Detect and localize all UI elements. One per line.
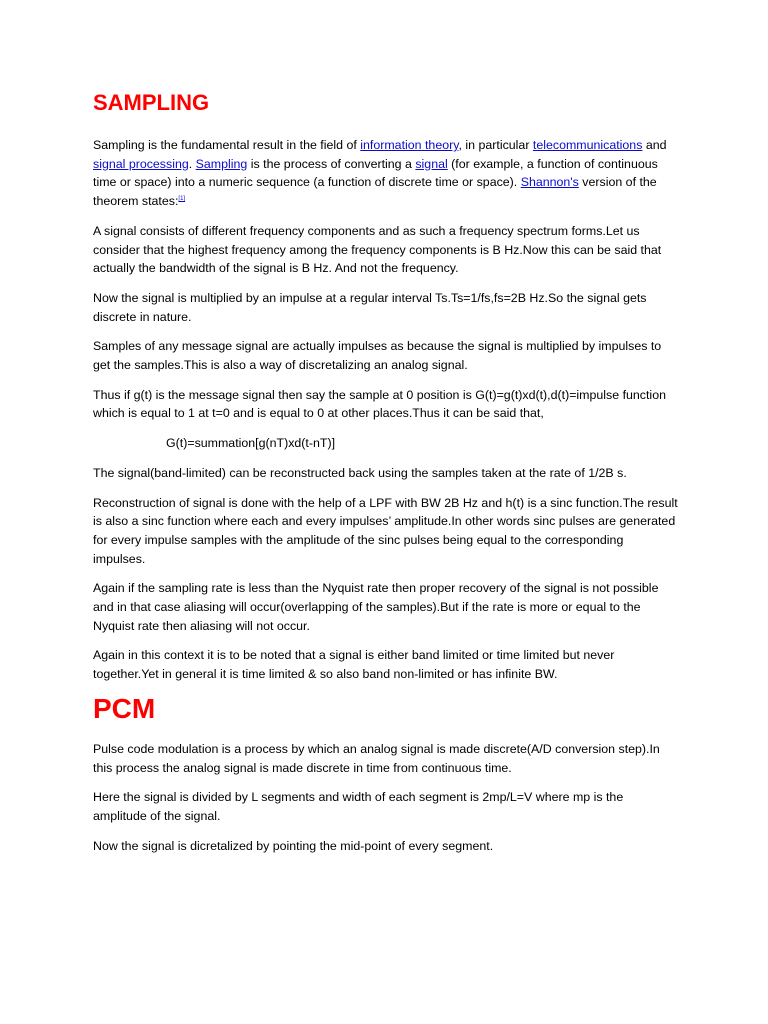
intro-text-7: version of the theorem states:: [93, 175, 657, 209]
intro-text-3: and: [642, 138, 667, 152]
sampling-paragraph-3: Samples of any message signal are actually impulses as because the signal is multiplied by impulses to get the samples.This is also a way of discretalizing an analog signal.: [93, 339, 662, 373]
sampling-paragraph-6: Reconstruction of signal is done with the help of a LPF with BW 2B Hz and h(t) is a sinc function.The result is also a sinc function where each and every impulses’ amplitude.In other words sinc pulses are generated for every impulse samples with the amplitude of the sinc pulses being equal to the corresponding impulses.: [93, 495, 678, 566]
pcm-paragraph-1: Pulse code modulation is a process by which an analog signal is made discrete(A/D conversion step).In this process the analog signal is made discrete in time from continuous time.: [93, 741, 660, 775]
sampling-paragraph-5: The signal(band-limited) can be reconstructed back using the samples taken at the rate of 1/2B s.: [93, 465, 627, 480]
sampling-paragraph-4: Thus if g(t) is the message signal then say the sample at 0 position is G(t)=g(t)xd(t),d(t)=impulse function which is equal to 1 at t=0 and is equal to 0 at other places.Thus it can be said that,: [93, 387, 666, 421]
reference-link-1[interactable]: [1]: [178, 195, 186, 202]
sampling-heading: SAMPLING: [93, 90, 210, 115]
pcm-paragraph-2: Here the signal is divided by L segments and width of each segment is 2mp/L=V where mp is the amplitude of the signal.: [93, 790, 624, 823]
sampling-formula: G(t)=summation[g(nT)xd(t-nT)]: [166, 436, 336, 451]
link-signal-processing[interactable]: signal processing: [93, 156, 189, 171]
link-signal[interactable]: signal: [415, 156, 448, 171]
link-information-theory[interactable]: information theory: [360, 138, 459, 152]
intro-text-5: is the process of converting a: [247, 156, 416, 171]
sampling-paragraph-8: Again in this context it is to be noted that a signal is either band limited or time limited but never together.Yet in general it is time limited & so also band non-limited or has infinite BW.: [93, 648, 615, 682]
intro-text-6: (for example, a function of continuous time or space) into a numeric sequence (a function of discrete time or space).: [93, 156, 658, 190]
sampling-intro-paragraph: [93, 136, 678, 211]
intro-text-2: , in particular: [458, 138, 533, 152]
sampling-paragraph-7: Again if the sampling rate is less than the Nyquist rate then proper recovery of the signal is not possible and in that case aliasing will occur(overlapping of the samples).But if the rate is more or equal to the Nyquist rate then aliasing will not occur.: [93, 581, 659, 633]
document-page: [93, 86, 678, 866]
link-shannons[interactable]: Shannon's: [520, 175, 579, 190]
pcm-paragraph-3: Now the signal is dicretalized by pointing the mid-point of every segment.: [93, 838, 494, 853]
sampling-paragraph-1: A signal consists of different frequency components and as such a frequency spectrum forms.Let us consider that the highest frequency among the frequency components is B Hz.Now this can be said that actually the bandwidth of the signal is B Hz. And not the frequency.: [93, 223, 662, 276]
link-telecommunications[interactable]: telecommunications: [532, 138, 643, 152]
link-sampling[interactable]: Sampling: [195, 156, 248, 171]
pcm-heading: PCM: [93, 692, 156, 724]
intro-text-1: Sampling is the fundamental result in the field of: [93, 138, 361, 152]
intro-text-4: .: [188, 156, 196, 171]
sampling-paragraph-2: Now the signal is multiplied by an impulse at a regular interval Ts.Ts=1/fs,fs=2B Hz.So the signal gets discrete in nature.: [93, 290, 647, 324]
